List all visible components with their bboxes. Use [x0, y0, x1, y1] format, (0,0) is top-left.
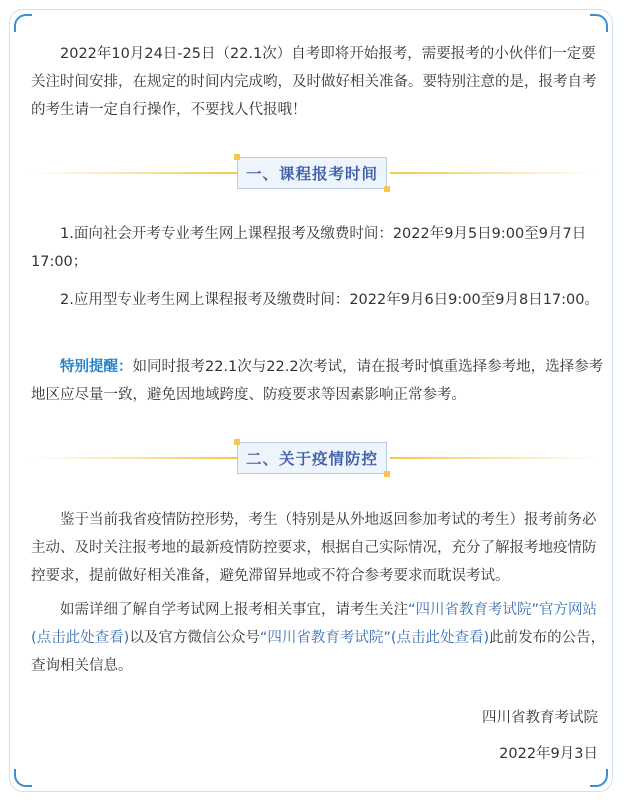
info-text-a: 如需详细了解自学考试网上报考相关事宜，请考生关注 — [60, 602, 408, 618]
corner-ornament — [590, 769, 608, 787]
wechat-account-link[interactable]: “四川省教育考试院”(点击此处查看) — [259, 630, 490, 646]
reminder-label: 特别提醒： — [60, 359, 133, 375]
section-title-2: 二、关于疫情防控 — [237, 442, 387, 474]
special-reminder — [31, 353, 607, 409]
signature-org: 四川省教育考试院 — [482, 710, 598, 726]
corner-ornament — [14, 14, 32, 32]
info-text-b: 以及官方微信公众号 — [129, 630, 260, 646]
heading-divider — [30, 172, 240, 174]
info-text-c: 此前发布的公告，查询相关信息。 — [31, 630, 606, 674]
schedule-item-1: 1.面向社会开考专业考生网上课程报考及缴费时间：2022年9月5日9:00至9月7日17:00； — [31, 226, 587, 270]
official-website-link[interactable]: “四川省教育考试院”官方网站(点击此处查看) — [31, 602, 598, 646]
schedule-item-2: 2.应用型专业考生网上课程报考及缴费时间：2022年9月6日9:00至9月8日17:00。 — [60, 292, 599, 308]
heading-divider — [30, 457, 240, 459]
section-title-1: 一、课程报考时间 — [237, 157, 387, 189]
corner-ornament — [14, 769, 32, 787]
intro-paragraph: 2022年10月24日-25日（22.1次）自考即将开始报考，需要报考的小伙伴们一定要关注时间安排，在规定的时间内完成哟，及时做好相关准备。要特别注意的是，报考自考的考生请一定自行操作，不要找人代报哦！ — [31, 46, 597, 118]
section-heading-1 — [30, 155, 600, 191]
reminder-text: 如同时报考22.1次与22.2次考试，请在报考时慎重选择参考地，选择参考地区应尽量一致，避免因地域跨度、防疫要求等因素影响正常参考。 — [31, 359, 604, 403]
signature-date: 2022年9月3日 — [499, 746, 598, 762]
epidemic-paragraph: 鉴于当前我省疫情防控形势，考生（特别是从外地返回参加考试的考生）报考前务必主动、及时关注报考地的最新疫情防控要求，根据自己实际情况，充分了解报考地疫情防控要求，提前做好相关准备，避免滞留异地或不符合参考要求而耽误考试。 — [31, 512, 597, 584]
heading-divider — [390, 457, 600, 459]
info-paragraph — [31, 596, 607, 680]
heading-divider — [390, 172, 600, 174]
section-heading-2 — [30, 440, 600, 476]
corner-ornament — [590, 14, 608, 32]
